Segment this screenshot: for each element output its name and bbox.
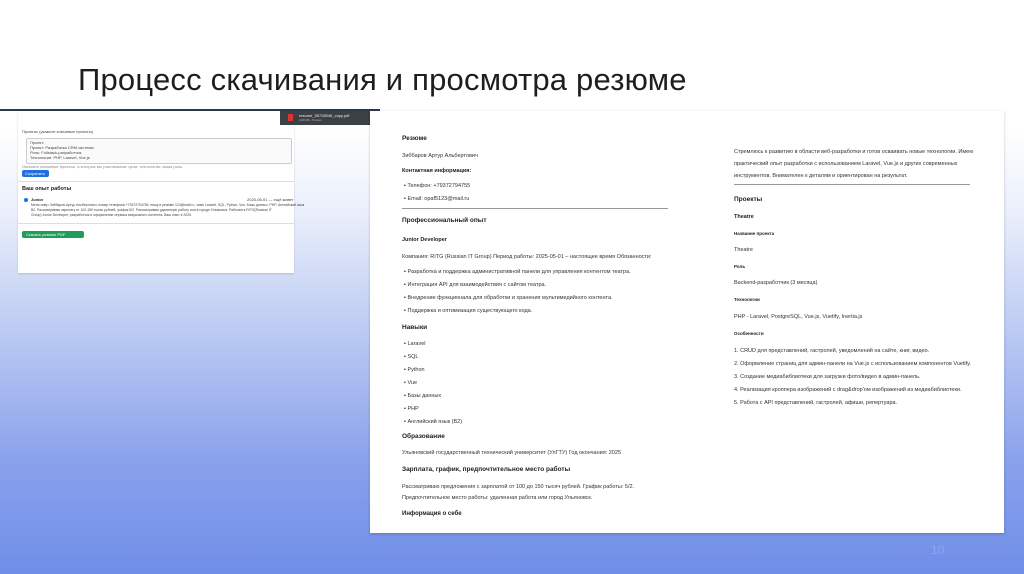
skill-item: ▪ SQL (404, 354, 419, 360)
experience-heading: Профессиональный опыт (402, 217, 487, 224)
projects-heading: Проекты (734, 196, 763, 203)
pdf-file-icon (288, 114, 293, 121)
download-resume-button[interactable] (22, 231, 84, 238)
experience-heading: Ваш опыт работы (22, 186, 72, 192)
education-text: Ульяновский государственный технический университет (УлГТУ) Год окончания: 2025 (402, 450, 621, 456)
duty-item: ▪ Разработка и поддержка административной панели для управления контентом театра. (404, 269, 631, 275)
save-button[interactable] (22, 170, 49, 177)
project-name-value: Theatre (734, 247, 753, 253)
project-name-label: Название проекта (734, 231, 775, 236)
tech-value: PHP - Laravel, PostgreSQL, Vue.js, Vuetify, Inertia.js (734, 314, 863, 320)
job-description: Меня зовут Зиббаров Артур Альбертович, номер телефона +79372794755, пишу в резюме 123@mail.ru, знаю Laravel, SQL, Python, Vue, Базы данных, PHP, Английский язык (31, 203, 305, 207)
download-status: 2,68 КБ • Готово (299, 118, 322, 122)
duty-text: Интеграция API для взаимодействия с сайтом театра. (407, 282, 547, 288)
about-heading: Информация о себе (402, 511, 462, 517)
duty-text: Разработка и поддержка административной панели для управления контентом театра. (407, 269, 631, 275)
company-line: Компания: RITG (Russian IT Group) Период работы: 2025-05-01 – настоящее время Обязанности: (402, 254, 652, 260)
projects-label: Проекты (укажите ключевые проекты) (22, 129, 93, 134)
salary-line: Предпочтительное место работы: удаленная работа или город Ульяновск. (402, 495, 593, 501)
position: Junior Developer (402, 237, 447, 243)
contacts-heading: Контактная информация: (402, 168, 472, 174)
project-name: Theatre (734, 214, 754, 220)
resume-heading: Резюме (402, 135, 427, 142)
resume-pdf (370, 111, 1004, 533)
slide-title: Процесс скачивания и просмотра резюме (78, 62, 687, 97)
skill-text: Базы данных (407, 393, 442, 399)
skill-text: PHP (407, 406, 419, 412)
download-resume-label: Скачать резюме PDF (26, 232, 66, 237)
page-number: 10 (931, 543, 945, 557)
divider (18, 181, 294, 182)
about-line: Стремлюсь к развитию в области веб-разработки и готов осваивать новые технологии. Имею (734, 149, 974, 155)
role-value: Backend-разработчик (3 месяца) (734, 280, 818, 286)
salary-heading: Зарплата, график, предпочтительное место работы (402, 466, 571, 473)
skill-item: ▪ Laravel (404, 341, 426, 347)
resume-name: Зиббаров Артур Альбертович (402, 153, 478, 159)
skill-text: Английский язык (B2) (407, 419, 463, 425)
projects-hint: Опишите ключевые проекты, в которых вы участвовали: цели, технологии, ваша роль. (22, 164, 184, 169)
job-dates: 2025-06-01 — ещё живет (247, 197, 294, 202)
duty-item: ▪ Интеграция API для взаимодействия с сайтом театра. (404, 282, 547, 288)
duty-item: ▪ Внедрение функционала для обработки и хранения мультимедийного контента. (404, 295, 613, 301)
projects-line: Проект: (30, 140, 45, 145)
contact-email-text: Email: opaf5123@mail.ru (407, 196, 470, 202)
projects-textarea[interactable] (26, 138, 292, 164)
download-file-name[interactable]: resume_55728046_copy.pdf (299, 113, 350, 118)
job-description: B2. Рассматриваю зарплату от 100-150 тысяч рублей, график 5/2. Рассматриваю удаленную работу или в городе Ульяновск. Работаю в RITG(Russian IT (31, 208, 272, 212)
job-description: Group) Junior Developer, разработчик и оформление сервиса визуального контента. Ваш опыт в 2025. (31, 213, 192, 217)
projects-line: Роль: Fullstack-разработчик (30, 150, 82, 155)
divider (18, 223, 294, 224)
features-label: Особенности (734, 331, 764, 336)
feature-item: 4. Реализация кроппера изображений с drag&drop'ом изображений из медиабиблиотеки. (734, 387, 962, 393)
skill-text: Python (407, 367, 425, 373)
role-label: Роль (734, 264, 746, 269)
contact-email: ▪ Email: opaf5123@mail.ru (404, 196, 470, 202)
duty-text: Поддержка и оптимизация существующего кода. (407, 308, 533, 314)
tech-label: Технологии (734, 297, 760, 302)
section-divider (402, 208, 668, 209)
feature-item: 3. Создание медиабиблиотеки для загрузки фото/видео в админ-панель. (734, 374, 921, 380)
skill-item: ▪ Python (404, 367, 425, 373)
skill-text: Vue (407, 380, 418, 386)
salary-line: Рассматриваю предложения с зарплатой от 100 до 150 тысяч рублей. График работы: 5/2. (402, 484, 635, 490)
about-line: практический опыт разработки с использованием Laravel, Vue.js и других современных (734, 161, 958, 167)
about-line: инструментов. Внимателен к деталям и ориентирован на результат. (734, 173, 908, 179)
contact-phone: ▪ Телефон: +79372794755 (404, 183, 471, 189)
skills-heading: Навыки (402, 324, 428, 331)
feature-item: 5. Работа с API представлений, гастролей, афиши, репертуара. (734, 400, 898, 406)
education-heading: Образование (402, 433, 445, 440)
skill-item: ▪ PHP (404, 406, 419, 412)
save-button-label: Сохранить (25, 171, 45, 176)
download-bar (280, 111, 380, 125)
skill-item: ▪ Английский язык (B2) (404, 419, 463, 425)
feature-item: 2. Оформление страниц для админ-панели на Vue.js с использованием компонентов Vuetify. (734, 361, 972, 367)
skill-item: ▪ Vue (404, 380, 418, 386)
form-screenshot (18, 111, 350, 273)
skill-text: SQL (407, 354, 419, 360)
skill-item: ▪ Базы данных (404, 393, 442, 399)
duty-item: ▪ Поддержка и оптимизация существующего кода. (404, 308, 533, 314)
projects-line: Технологии: PHP, Laravel, Vue.js (30, 155, 90, 160)
feature-item: 1. CRUD для представлений, гастролей, уведомлений на сайте, книг, видео. (734, 348, 930, 354)
duty-text: Внедрение функционала для обработки и хранения мультимедийного контента. (407, 295, 613, 301)
skill-text: Laravel (407, 341, 426, 347)
job-title: Junior (31, 197, 44, 202)
section-divider (734, 184, 970, 185)
contact-phone-text: Телефон: +79372794755 (407, 183, 471, 189)
job-bullet-icon (24, 198, 28, 202)
projects-line: Проект: Разработка CRM системы (30, 145, 94, 150)
